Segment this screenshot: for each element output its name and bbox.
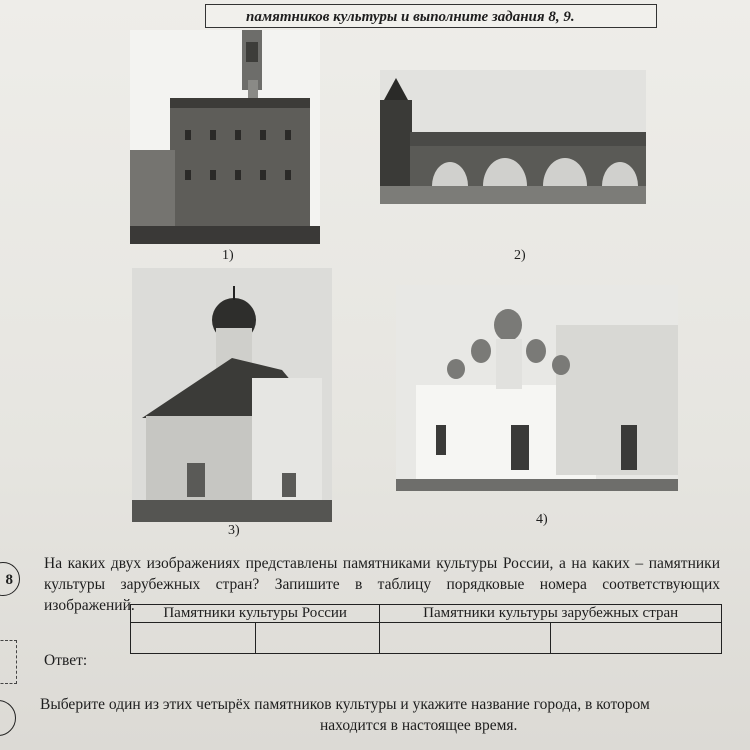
photo-3-church xyxy=(132,268,332,522)
question-9-text xyxy=(40,694,740,736)
caption-1: 1) xyxy=(222,248,234,263)
answer-label: Ответ: xyxy=(44,652,88,669)
answer-table xyxy=(130,604,722,654)
question-8-text: На каких двух изображениях представлены памятниками культуры России, а на каких – памятники культуры зарубежных стран? Запишите в таблицу порядковые номера соответствующих изображений. xyxy=(44,555,720,614)
header-russia: Памятники культуры России xyxy=(131,605,380,623)
photo-2-bridge xyxy=(380,70,646,204)
caption-2: 2) xyxy=(514,248,526,263)
question-number-8: 8 xyxy=(0,562,20,596)
score-box xyxy=(0,640,17,684)
instruction-header: памятников культуры и выполните задания 8, 9. xyxy=(205,4,657,28)
answer-cell-foreign-1[interactable] xyxy=(380,623,551,654)
answer-cell-foreign-2[interactable] xyxy=(551,623,722,654)
question-9-line-1: Выберите один из этих четырёх памятников культуры и укажите название города, в котором xyxy=(40,696,650,713)
photo-4-cathedral xyxy=(396,285,678,491)
question-9-line-2: находится в настоящее время. xyxy=(320,717,518,734)
caption-4: 4) xyxy=(536,512,548,527)
photo-1-palazzo xyxy=(130,30,320,244)
header-foreign: Памятники культуры зарубежных стран xyxy=(380,605,722,623)
caption-3: 3) xyxy=(228,523,240,538)
question-number-9 xyxy=(0,700,16,736)
answer-cell-russia-1[interactable] xyxy=(131,623,256,654)
answer-cell-russia-2[interactable] xyxy=(255,623,380,654)
